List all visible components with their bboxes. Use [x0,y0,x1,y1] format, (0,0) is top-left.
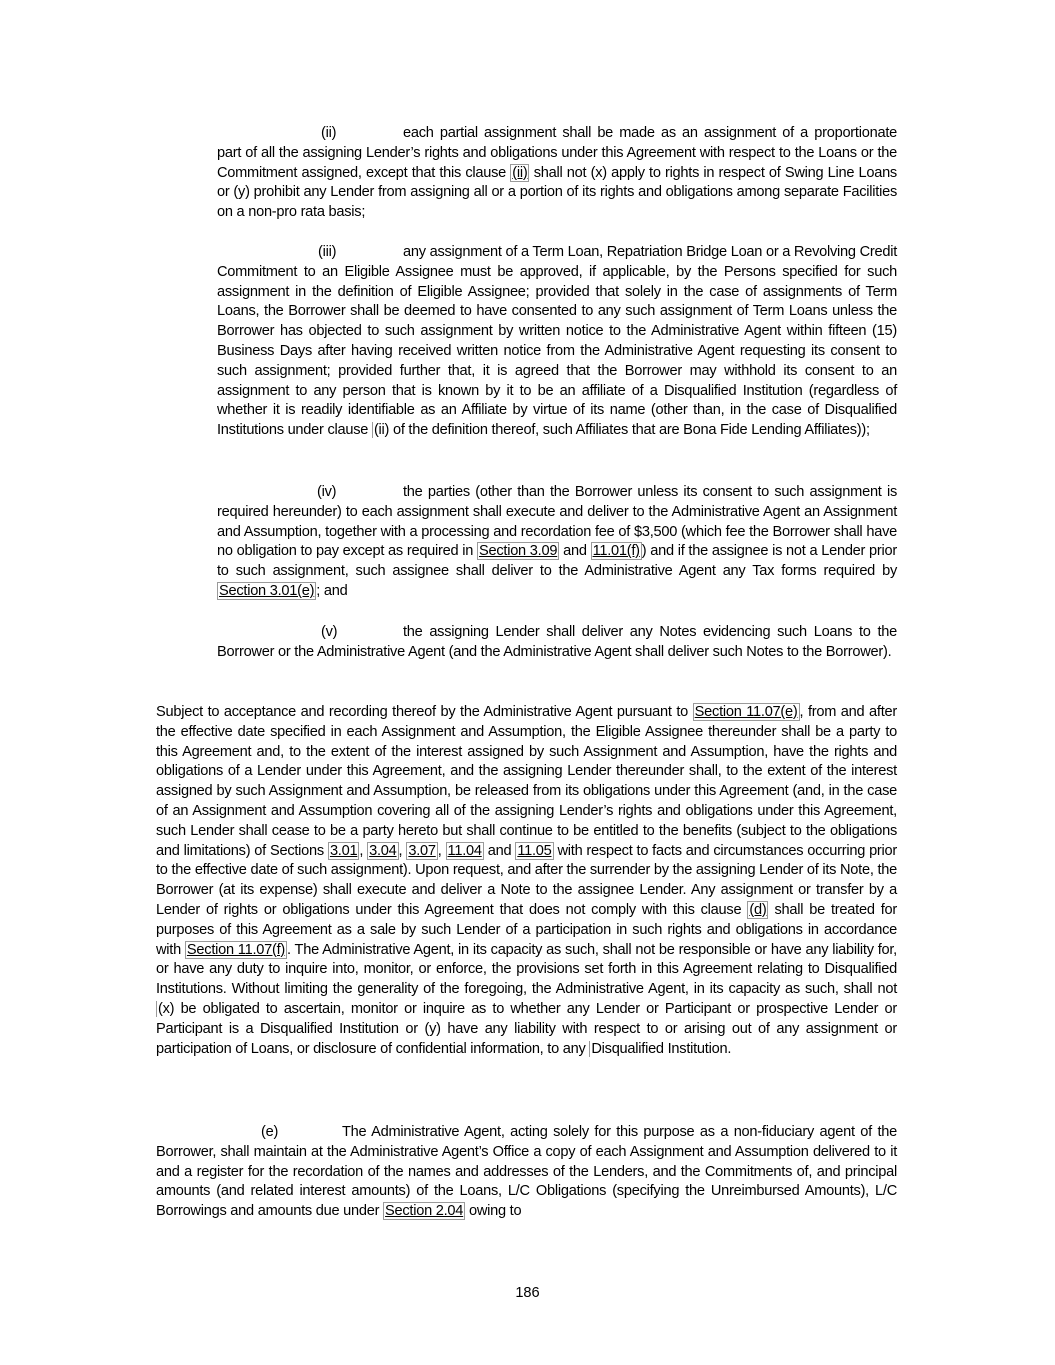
clause-ii-paragraph [217,124,897,223]
separator: , [398,842,407,859]
page-number: 186 [515,1285,540,1301]
section-11-04-link[interactable]: 11.04 [447,842,482,859]
main-para-text-4: shall be treated for purposes of this Agreement as a sale by such Lender of a participation in such rights and obligations in accordance with [156,901,897,958]
disqualified-institution-reference[interactable]: Disqualified Institution [591,1040,728,1057]
section-3-09-link[interactable]: Section 3.09 [479,543,558,560]
section-11-05-link[interactable]: 11.05 [517,842,552,859]
clause-iv-text-4: ; and [316,582,348,599]
clause-iv-text: the parties (other than the Borrower unless its consent to such assignment is required hereunder) to each assignment shall execute and deliver to the Administrative Agent an Assignment and Assumption, together with a processing and recordation fee of $3,500 (which fee the Borrower shall have no obligation to pay except as required in [217,484,897,560]
main-para-text-1: Subject to acceptance and recording thereof by the Administrative Agent pursuant to [156,704,693,720]
clause-iii-paragraph [217,243,897,441]
clause-iv-paragraph [217,483,897,602]
clause-ii-text: each partial assignment shall be made as an assignment of a proportionate part of all the assigning Lender’s rights and obligations under this Agreement with respect to the Loans or the Commitment assigned, except that this clause [217,125,897,181]
clause-v-text: the assigning Lender shall deliver any Notes evidencing such Loans to the Borrower or the Administrative Agent (and the Administrative Agent shall deliver such Notes to the Borrower). [217,624,897,660]
section-3-07-link[interactable]: 3.07 [408,842,436,859]
clause-iii-cross-reference[interactable]: (ii) [373,422,390,439]
clause-iii-text: any assignment of a Term Loan, Repatriation Bridge Loan or a Revolving Credit Commitment to an Eligible Assignee must be approved, if applicable, by the Persons specified for such assignment in the definition of Eligible Assignee; provided that solely in the case of assignments of Term Loans, the Borrower shall be deemed to have consented to any such assignment of Term Loans unless the Borrower has objected to such assignment by written notice to the Administrative Agent within fifteen (15) Business Days after having received written notice from the Administrative Agent requesting its consent to such assignment; provided further that, it is agreed that the Borrower may withhold its consent to an assignment to any person that is known by it to be an affiliate of a Disqualified Institution (regardless of whether it is readily identifiable as an Affiliate by virtue of its name (other than, in the case of Disqualified Institutions under clause [217,244,897,439]
section-11-01f-link[interactable]: 11.01(f) [592,543,640,560]
clause-x-reference[interactable]: (x) [158,1000,175,1017]
section-3-01-link[interactable]: 3.01 [329,842,358,859]
main-para-text-7: . [727,1040,732,1057]
main-para-text-3: with respect to facts and circumstances occurring prior to the effective date of such assignment). Upon request, and after the surrender by the assigning Lender of its Note, the Borrower (at its expense) shall execute and deliver a Note to the assignee Lender. Any assignment or transfer by a Lender of rights or obligations under this Agreement that does not comply with this clause [156,842,898,918]
clause-iv-text-3: ) and if the assignee is not a Lender prior to such assignment, such assignee shall deliver to the Administrative Agent any Tax forms required by [217,543,897,580]
separator: , [437,842,446,859]
assignment-effect-paragraph [156,703,897,1059]
section-2-04-link[interactable]: Section 2.04 [385,1203,464,1220]
clause-e-label: (e) [261,1124,279,1140]
clause-v-label: (v) [321,624,338,640]
separator: , [359,842,368,859]
section-11-07f-link[interactable]: Section 11.07(f) [186,941,286,958]
main-para-text-2: , from and after the effective date specified in each Assignment and Assumption, the Eligible Assignee thereunder shall be a party to this Agreement and, to the extent of the interest assigned by such Assignment and Assumption, have the rights and obligations of a Lender under this Agreement, and the assigning Lender thereunder shall, to the extent of the interest assigned by such Assignment and Assumption, be released from its obligations under this Agreement (and, in the case of an Assignment and Assumption covering all of the assigning Lender’s rights and obligations under this Agreement, such Lender shall cease to be a party hereto but shall continue to be entitled to the benefits (subject to the obligations and limitations) of Sections [156,704,897,859]
main-para-text-5: . The Administrative Agent, in its capacity as such, shall not be responsible or have any liability for, or have any duty to inquire into, monitor, or enforce, the provisions set forth in this Agreement relating to Disqualified Institutions. Without limiting the generality of the foregoing, the Administrative Agent, in its capacity as such, shall not [156,941,897,998]
section-11-07e-link[interactable]: Section 11.07(e) [694,704,798,720]
clause-e-paragraph [156,1123,897,1222]
clause-iii-label: (iii) [318,244,337,260]
clause-iv-text-2: and [559,543,591,560]
separator: and [483,842,516,859]
clause-e-text-continued: owing to [465,1203,522,1220]
section-3-04-link[interactable]: 3.04 [369,842,397,859]
clause-v-paragraph [217,623,897,663]
section-3-01e-link[interactable]: Section 3.01(e) [219,582,315,599]
main-para-text-6: be obligated to ascertain, monitor or inquire as to whether any Lender or Participant or prospective Lender or Participant is a Disqualified Institution or (y) have any liability with respect to or arising out of any assignment or participation of Loans, or disclosure of confidential information, to any [156,1000,897,1057]
clause-ii-text-continued: shall not (x) apply to rights in respect of Swing Line Loans or (y) prohibit any Lender from assigning all or a portion of its rights and obligations among separate Facilities on a non-pro rata basis; [217,164,897,221]
clause-iv-label: (iv) [317,484,337,500]
clause-d-link[interactable]: (d) [749,901,767,918]
clause-ii-cross-reference[interactable]: (ii) [512,164,528,181]
clause-e-text: The Administrative Agent, acting solely for this purpose as a non-fiduciary agent of the Borrower, shall maintain at the Administrative Agent’s Office a copy of each Assignment and Assumption delivered to it and a register for the recordation of the names and addresses of the Lenders, and the Commitments of, and principal amounts (and related interest amounts) of the Loans, L/C Obligations (specifying the Unreimbursed Amounts), L/C Borrowings and amounts due under [156,1124,897,1220]
clause-ii-label: (ii) [321,125,337,141]
clause-iii-text-continued: of the definition thereof, such Affiliates that are Bona Fide Lending Affiliates)); [389,422,870,439]
